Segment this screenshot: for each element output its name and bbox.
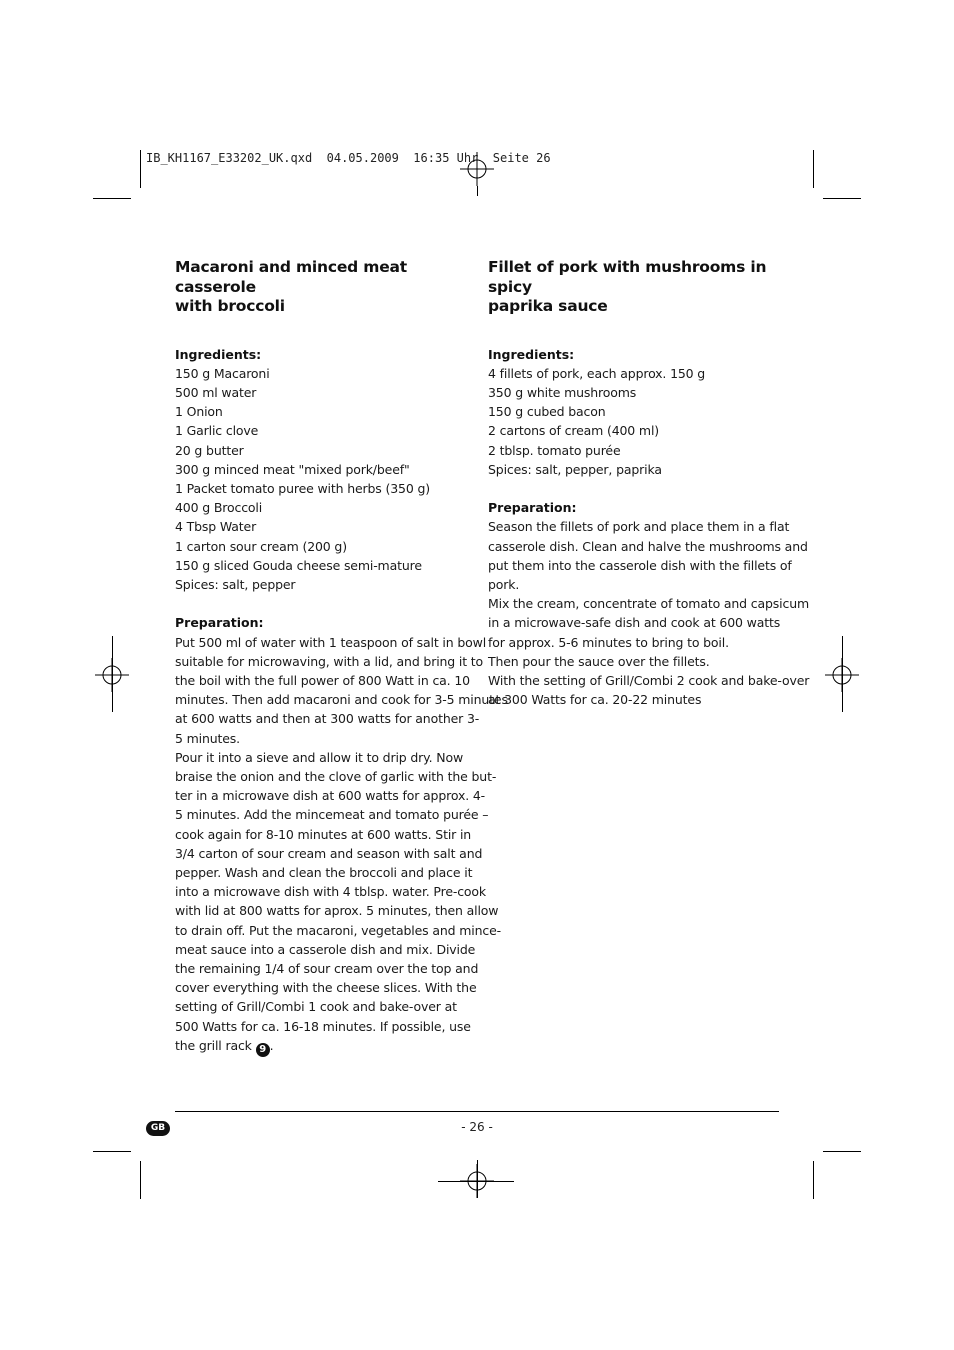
preparation-line: Then pour the sauce over the fillets. <box>488 653 710 669</box>
crop-mark <box>112 636 113 712</box>
crop-mark <box>823 198 861 199</box>
crop-mark <box>438 1181 514 1182</box>
ingredient-item: Spices: salt, pepper, paprika <box>488 461 662 477</box>
crop-mark <box>813 1161 814 1199</box>
preparation-line: Put 500 ml of water with 1 teaspoon of salt in bowl <box>175 634 487 650</box>
crop-mark <box>813 150 814 188</box>
registration-mark-icon <box>460 152 494 186</box>
recipe-pork-fillet <box>488 258 810 709</box>
preparation-line: braise the onion and the clove of garlic with the but- <box>175 768 497 784</box>
preparation-line: with lid at 800 watts for aprox. 5 minutes, then allow <box>175 903 499 919</box>
preparation-line: into a microwave dish with 4 tblsp. water. Pre-cook <box>175 884 487 900</box>
crop-mark <box>93 1151 131 1152</box>
recipe-macaroni <box>175 258 508 1057</box>
ingredient-item: 150 g sliced Gouda cheese semi-mature <box>175 557 422 573</box>
ingredient-item: Spices: salt, pepper <box>175 576 296 592</box>
ingredient-item: 2 cartons of cream (400 ml) <box>488 423 659 439</box>
footer-rule <box>175 1111 779 1112</box>
preparation-line: 5 minutes. <box>175 730 240 746</box>
title-line: paprika sauce <box>488 297 608 315</box>
preparation-text <box>175 633 508 1057</box>
crop-mark <box>842 636 843 712</box>
ingredient-item: 1 Garlic clove <box>175 423 259 439</box>
preparation-heading: Preparation: <box>488 500 577 516</box>
ingredient-item: 2 tblsp. tomato purée <box>488 442 621 458</box>
preparation-line <box>175 1036 467 1057</box>
crop-mark <box>140 150 141 188</box>
preparation-text <box>488 517 810 709</box>
preparation-line: suitable for microwaving, with a lid, and bring it to <box>175 653 484 669</box>
title-line: Fillet of pork with mushrooms in spicy <box>488 258 767 296</box>
crop-mark <box>477 1160 478 1198</box>
ingredient-item: 4 Tbsp Water <box>175 519 257 535</box>
preparation-line: minutes. Then add macaroni and cook for 3-5 minutes <box>175 692 508 708</box>
preparation-line: the remaining 1/4 of sour cream over the top and <box>175 960 479 976</box>
ingredient-item: 1 carton sour cream (200 g) <box>175 538 347 554</box>
page-number: - 26 - <box>461 1120 493 1134</box>
ingredients-heading: Ingredients: <box>488 346 575 362</box>
preparation-line: pork. <box>488 576 520 592</box>
preparation-line-end: . <box>269 1037 274 1053</box>
preparation-line: Season the fillets of pork and place them in a flat <box>488 519 790 535</box>
preparation-line: cook again for 8-10 minutes at 600 watts. Stir in <box>175 826 472 842</box>
preparation-line: casserole dish. Clean and halve the mushrooms and <box>488 538 808 554</box>
ingredient-item: 150 g cubed bacon <box>488 404 606 420</box>
ingredient-item: 500 ml water <box>175 384 257 400</box>
grill-rack-number-icon: 9 <box>256 1043 270 1057</box>
preparation-line: at 300 Watts for ca. 20-22 minutes <box>488 692 702 708</box>
ingredient-item: 1 Onion <box>175 404 223 420</box>
preparation-heading: Preparation: <box>175 615 264 631</box>
preparation-line: 5 minutes. Add the mincemeat and tomato purée – <box>175 807 489 823</box>
preparation-line: Pour it into a sieve and allow it to drip dry. Now <box>175 749 464 765</box>
crop-mark <box>477 186 478 196</box>
preparation-line: 3/4 carton of sour cream and season with salt and <box>175 845 483 861</box>
ingredients-list <box>175 364 467 594</box>
crop-mark <box>823 1151 861 1152</box>
preparation-line: in a microwave-safe dish and cook at 600 watts <box>488 615 781 631</box>
preparation-line: to drain off. Put the macaroni, vegetables and mince- <box>175 922 501 938</box>
ingredient-item: 1 Packet tomato puree with herbs (350 g) <box>175 480 430 496</box>
ingredient-item: 350 g white mushrooms <box>488 384 637 400</box>
preparation-line: at 600 watts and then at 300 watts for another 3- <box>175 711 480 727</box>
recipe-title <box>488 258 782 317</box>
ingredient-item: 4 fillets of pork, each approx. 150 g <box>488 365 706 381</box>
preparation-line: pepper. Wash and clean the broccoli and place it <box>175 864 473 880</box>
ingredients-list <box>488 364 782 479</box>
preparation-line: 500 Watts for ca. 16-18 minutes. If possible, use <box>175 1018 471 1034</box>
preparation-line: put them into the casserole dish with the fillets of <box>488 557 792 573</box>
preparation-line: cover everything with the cheese slices. With the <box>175 980 477 996</box>
preparation-line: for approx. 5-6 minutes to bring to boil. <box>488 634 729 650</box>
preparation-line: the boil with the full power of 800 Watt in ca. 10 <box>175 672 470 688</box>
language-badge: GB <box>146 1121 170 1136</box>
title-line: with broccoli <box>175 297 285 315</box>
ingredient-item: 150 g Macaroni <box>175 365 270 381</box>
preparation-line: Mix the cream, concentrate of tomato and capsicum <box>488 596 810 612</box>
ingredient-item: 300 g minced meat "mixed pork/beef" <box>175 461 410 477</box>
preparation-line: With the setting of Grill/Combi 2 cook and bake-over <box>488 672 810 688</box>
ingredients-heading: Ingredients: <box>175 346 262 362</box>
preparation-line: meat sauce into a casserole dish and mix. Divide <box>175 941 476 957</box>
crop-mark <box>140 1161 141 1199</box>
preparation-line-text: the grill rack <box>175 1037 256 1053</box>
ingredient-item: 400 g Broccoli <box>175 500 263 516</box>
ingredient-item: 20 g butter <box>175 442 244 458</box>
preparation-line: ter in a microwave dish at 600 watts for approx. 4- <box>175 788 486 804</box>
file-slug: IB_KH1167_E33202_UK.qxd 04.05.2009 16:35 Uhr Seite 26 <box>146 151 551 165</box>
title-line: Macaroni and minced meat casserole <box>175 258 407 296</box>
crop-mark <box>93 198 131 199</box>
recipe-title <box>175 258 467 317</box>
preparation-line: setting of Grill/Combi 1 cook and bake-over at <box>175 999 457 1015</box>
